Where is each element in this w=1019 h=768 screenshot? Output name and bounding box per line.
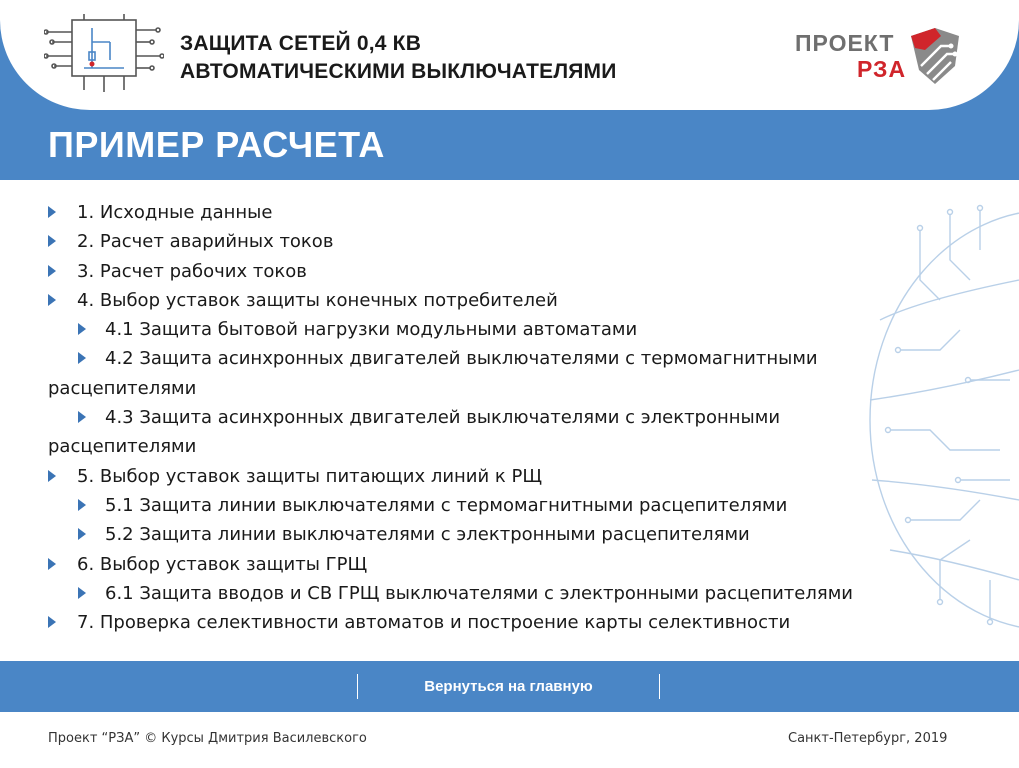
toc-item-label-wrap: расцепителями xyxy=(48,436,197,458)
toc-item-label: 3. Расчет рабочих токов xyxy=(77,260,307,282)
toc-item-5-2[interactable] xyxy=(48,520,908,549)
page-title: ПРИМЕР РАСЧЕТА xyxy=(48,124,385,165)
toc-item-label: 4. Выбор уставок защиты конечных потребителей xyxy=(77,289,558,311)
toc-item-label: 5.2 Защита линии выключателями с электронными расцепителями xyxy=(105,524,750,546)
toc-item-label: 6. Выбор уставок защиты ГРЩ xyxy=(77,553,368,575)
chevron-right-icon xyxy=(48,265,56,277)
toc-item-3[interactable] xyxy=(48,257,908,286)
toc-item-2[interactable] xyxy=(48,227,908,256)
toc-item-label: 4.2 Защита асинхронных двигателей выключателями с термомагнитными xyxy=(105,348,818,370)
toc-item-4-2-wrap[interactable] xyxy=(48,374,908,403)
toc-item-label: 6.1 Защита вводов и СВ ГРЩ выключателями с электронными расцепителями xyxy=(105,582,853,604)
toc-item-label: 2. Расчет аварийных токов xyxy=(77,231,334,253)
chevron-right-icon xyxy=(48,294,56,306)
circuit-board-icon xyxy=(44,12,164,96)
toc-item-label-wrap: расцепителями xyxy=(48,377,197,399)
toc-item-5-1[interactable] xyxy=(48,491,908,520)
toc-item-label: 4.1 Защита бытовой нагрузки модульными автоматами xyxy=(105,319,638,341)
table-of-contents xyxy=(48,198,908,637)
chevron-right-icon xyxy=(48,206,56,218)
chevron-right-icon xyxy=(78,323,86,335)
logo-line1: ПРОЕКТ xyxy=(795,30,895,56)
chevron-right-icon xyxy=(78,528,86,540)
toc-item-label: 5.1 Защита линии выключателями с термомагнитными расцепителями xyxy=(105,494,788,516)
course-title-line2: АВТОМАТИЧЕСКИМИ ВЫКЛЮЧАТЕЛЯМИ xyxy=(180,60,617,83)
nav-band xyxy=(0,661,1019,712)
toc-item-7[interactable] xyxy=(48,608,908,637)
toc-item-label: 5. Выбор уставок защиты питающих линий к РЩ xyxy=(77,465,543,487)
course-title xyxy=(180,30,617,86)
logo-line2: РЗА xyxy=(857,56,907,82)
chevron-right-icon xyxy=(78,499,86,511)
chevron-right-icon xyxy=(78,352,86,364)
chevron-right-icon xyxy=(78,587,86,599)
chevron-right-icon xyxy=(48,616,56,628)
chevron-right-icon xyxy=(78,411,86,423)
toc-item-label: 7. Проверка селективности автоматов и построение карты селективности xyxy=(77,612,791,634)
toc-item-label: 4.3 Защита асинхронных двигателей выключателями с электронными xyxy=(105,407,781,429)
header xyxy=(0,0,1019,110)
toc-item-4-3-wrap[interactable] xyxy=(48,432,908,461)
project-logo xyxy=(795,26,965,90)
toc-item-label: 1. Исходные данные xyxy=(77,202,273,223)
toc-item-1[interactable] xyxy=(48,198,908,227)
home-link[interactable]: Вернуться на главную xyxy=(357,674,660,699)
toc-item-6-1[interactable] xyxy=(48,579,908,608)
toc-item-4-2[interactable] xyxy=(48,344,908,373)
toc-item-6[interactable] xyxy=(48,550,908,579)
toc-item-4-1[interactable] xyxy=(48,315,908,344)
chevron-right-icon xyxy=(48,558,56,570)
footer-copyright: Проект “РЗА” © Курсы Дмитрия Василевского xyxy=(48,731,367,746)
toc-item-4[interactable] xyxy=(48,286,908,315)
toc-item-5[interactable] xyxy=(48,462,908,491)
toc-item-4-3[interactable] xyxy=(48,403,908,432)
course-title-line1: ЗАЩИТА СЕТЕЙ 0,4 КВ xyxy=(180,32,422,55)
shield-circuit-icon xyxy=(905,26,963,88)
chevron-right-icon xyxy=(48,470,56,482)
chevron-right-icon xyxy=(48,235,56,247)
footer-location-year: Санкт-Петербург, 2019 xyxy=(788,731,948,746)
